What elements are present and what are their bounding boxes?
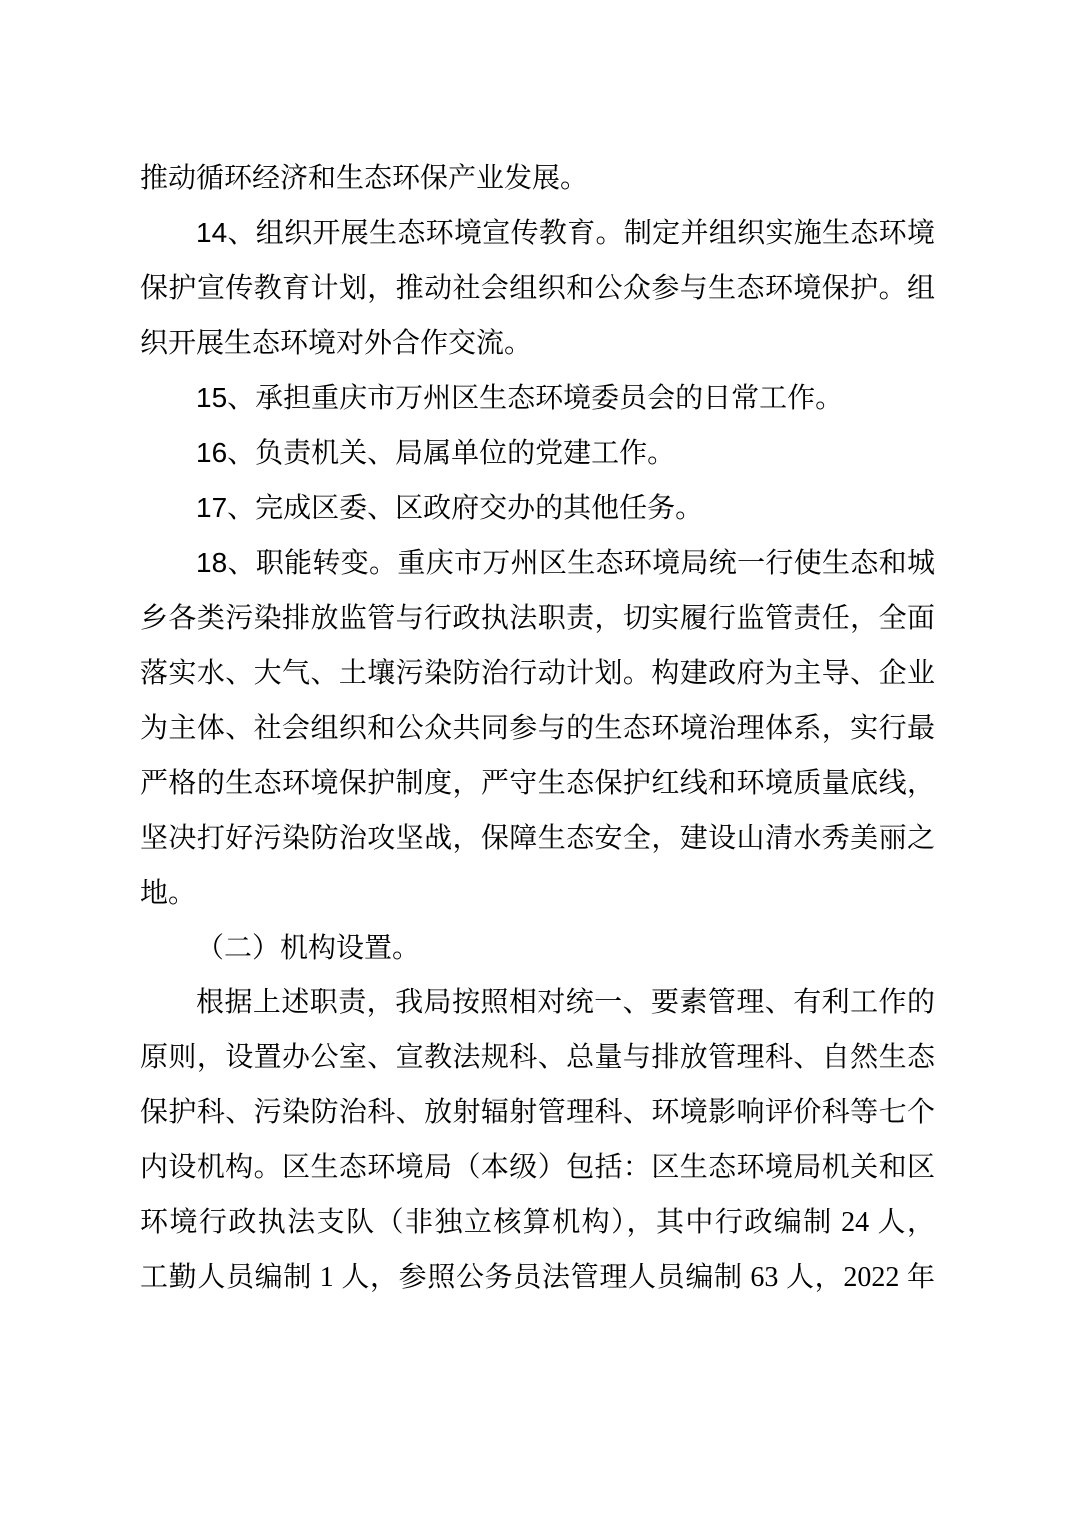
text-line: 15、承担重庆市万州区生态环境委员会的日常工作。 <box>196 382 844 413</box>
paragraph-item-15 <box>140 370 935 425</box>
text-line: 织开展生态环境对外合作交流。 <box>140 327 533 358</box>
text-line: 16、负责机关、局属单位的党建工作。 <box>196 437 676 468</box>
text-line: 推动循环经济和生态环保产业发展。 <box>140 162 589 193</box>
paragraph-continuation <box>140 150 935 205</box>
text-line: 环境行政执法支队（非独立核算机构），其中行政编制 24 人， <box>140 1207 935 1238</box>
text-line: 17、完成区委、区政府交办的其他任务。 <box>196 492 704 523</box>
paragraph-item-16 <box>140 425 935 480</box>
text-line: 原则，设置办公室、宣教法规科、总量与排放管理科、自然生态 <box>140 1042 935 1073</box>
text-line: 工勤人员编制 1 人，参照公务员法管理人员编制 63 人，2022 年 <box>140 1262 935 1293</box>
text-line: 内设机构。区生态环境局（本级）包括：区生态环境局机关和区 <box>140 1152 935 1183</box>
section-heading-2 <box>140 920 935 975</box>
text-line: 保护宣传教育计划，推动社会组织和公众参与生态环境保护。组 <box>140 272 935 303</box>
text-line: 坚决打好污染防治攻坚战，保障生态安全，建设山清水秀美丽之 <box>140 822 935 853</box>
text-line: 落实水、大气、土壤污染防治行动计划。构建政府为主导、企业 <box>140 657 935 688</box>
paragraph-organization <box>140 975 935 1305</box>
document-content <box>140 150 935 1305</box>
text-line: 18、职能转变。重庆市万州区生态环境局统一行使生态和城 <box>196 547 935 578</box>
text-line: 保护科、污染防治科、放射辐射管理科、环境影响评价科等七个 <box>140 1097 935 1128</box>
text-line: 为主体、社会组织和公众共同参与的生态环境治理体系，实行最 <box>140 712 935 743</box>
text-line: （二）机构设置。 <box>196 932 421 963</box>
text-line: 乡各类污染排放监管与行政执法职责，切实履行监管责任，全面 <box>140 602 935 633</box>
paragraph-item-14 <box>140 205 935 370</box>
text-line: 根据上述职责，我局按照相对统一、要素管理、有利工作的 <box>196 987 935 1018</box>
text-line: 严格的生态环境保护制度，严守生态保护红线和环境质量底线， <box>140 767 935 798</box>
paragraph-item-17 <box>140 480 935 535</box>
paragraph-item-18 <box>140 535 935 920</box>
text-line: 地。 <box>140 877 197 908</box>
text-line: 14、组织开展生态环境宣传教育。制定并组织实施生态环境 <box>196 217 935 248</box>
